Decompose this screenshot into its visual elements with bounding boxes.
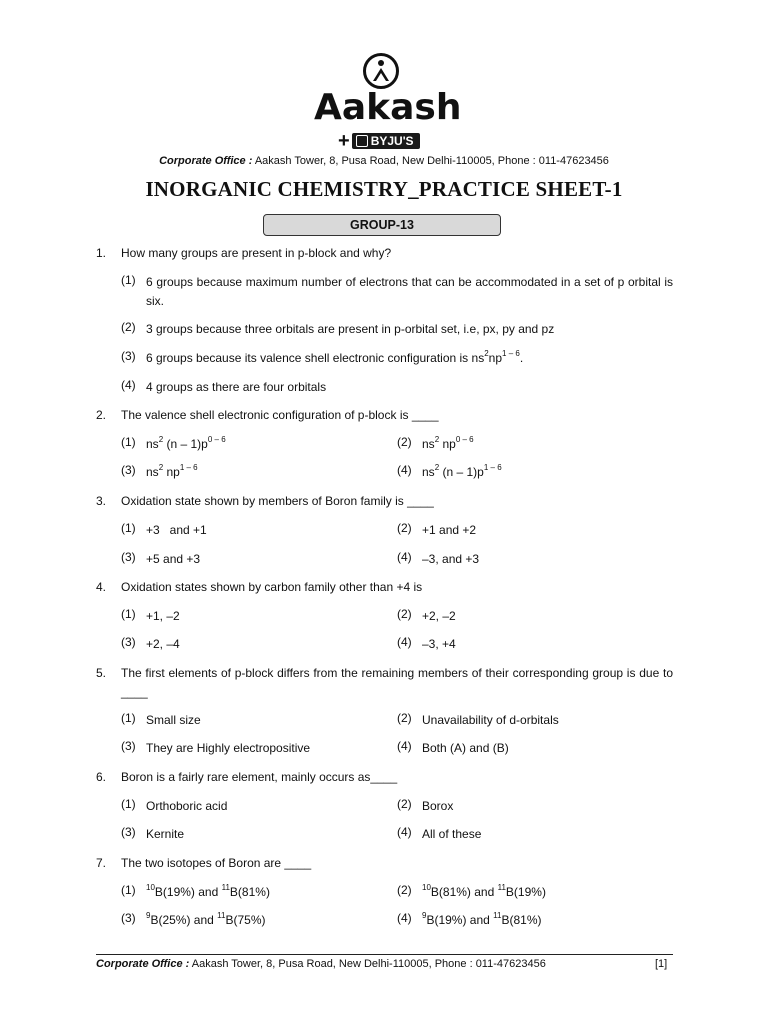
option-text: –3, +4 xyxy=(422,637,456,651)
option-text: They are Highly electropositive xyxy=(146,741,311,755)
option-number: (4) xyxy=(121,378,136,392)
question-text: How many groups are present in p-block and why? xyxy=(121,246,392,260)
brand-name: Aakash xyxy=(314,87,462,128)
option-text: Small size xyxy=(146,713,201,727)
option-text: $^{10}$B(81%) and $^{11}$B(19%) xyxy=(422,883,546,899)
option-number: (4) xyxy=(397,463,412,477)
question-number: 1. xyxy=(96,246,107,260)
option-text: +2, –2 xyxy=(422,609,456,623)
option-text: +2, –4 xyxy=(146,637,180,651)
option-number: (3) xyxy=(121,825,136,839)
option-number: (1) xyxy=(121,711,136,725)
option-number: (1) xyxy=(121,607,136,621)
option-number: (3) xyxy=(121,550,136,564)
option-text: +1 and +2 xyxy=(422,523,477,537)
option-text: 6 groups because its valence shell electronic configuration is $ns^2np^{1 - 6}$. xyxy=(146,349,524,365)
corporate-address: Aakash Tower, 8, Pusa Road, New Delhi-110005, Phone : 011-47623456 xyxy=(252,155,609,167)
option-text: $^9$B(25%) and $^{11}$B(75%) xyxy=(146,911,266,927)
option-text: 6 groups because maximum number of electrons that can be accommodated in a set of p orbital is six. xyxy=(146,275,673,308)
option-number: (2) xyxy=(397,711,412,725)
page-number: [1] xyxy=(655,958,668,970)
question-number: 7. xyxy=(96,856,107,870)
corporate-label: Corporate Office : xyxy=(159,155,253,167)
question-text: The two isotopes of Boron are ____ xyxy=(121,856,312,870)
footer-corporate-label: Corporate Office : xyxy=(96,958,190,970)
option-text: All of these xyxy=(422,827,482,841)
aakash-byjus-logo xyxy=(314,48,462,152)
option-text: Borox xyxy=(422,799,454,813)
option-number: (2) xyxy=(397,883,412,897)
sub-brand: BYJU'S xyxy=(370,134,414,148)
option-text: 4 groups as there are four orbitals xyxy=(146,380,327,394)
option-text: +3 and +1 xyxy=(146,523,207,537)
option-text: +5 and +3 xyxy=(146,552,201,566)
option-text: Both (A) and (B) xyxy=(422,741,509,755)
option-number: (3) xyxy=(121,911,136,925)
option-text: $^9$B(19%) and $^{11}$B(81%) xyxy=(422,911,542,927)
option-text: $ns^2$ $(n - 1)p^{0 - 6}$ xyxy=(146,435,226,451)
byjus-box xyxy=(352,133,420,149)
option-text: $ns^2$ $(n - 1)p^{1 - 6}$ xyxy=(422,463,502,479)
question-text: Oxidation state shown by members of Boron family is ____ xyxy=(121,494,434,508)
option-number: (2) xyxy=(121,320,136,334)
option-number: (4) xyxy=(397,635,412,649)
question-text: The first elements of p-block differs from the remaining members of their corresponding group is due to ____ xyxy=(121,666,673,699)
option-number: (4) xyxy=(397,550,412,564)
option-text: $ns^2$ $np^{0 - 6}$ xyxy=(422,435,474,451)
option-number: (4) xyxy=(397,911,412,925)
option-number: (2) xyxy=(397,435,412,449)
option-text: Unavailability of d-orbitals xyxy=(422,713,559,727)
option-text: $ns^2$ $np^{1 - 6}$ xyxy=(146,463,198,479)
option-text: 3 groups because three orbitals are present in p-orbital set, i.e, px, py and pz xyxy=(146,322,555,336)
footer-corporate-address: Aakash Tower, 8, Pusa Road, New Delhi-110005, Phone : 011-47623456 xyxy=(189,958,546,970)
option-text: Orthoboric acid xyxy=(146,799,228,813)
option-number: (1) xyxy=(121,797,136,811)
question-number: 2. xyxy=(96,408,107,422)
option-number: (3) xyxy=(121,635,136,649)
question-text: The valence shell electronic configuration of p-block is ____ xyxy=(121,408,439,422)
group-badge: GROUP-13 xyxy=(263,214,501,236)
footer-divider xyxy=(96,954,673,955)
option-number: (2) xyxy=(397,521,412,535)
option-number: (1) xyxy=(121,883,136,897)
corporate-office-header xyxy=(0,155,768,167)
byjus-badge xyxy=(338,132,420,150)
option-number: (1) xyxy=(121,273,136,287)
option-number: (3) xyxy=(121,463,136,477)
plus-icon: + xyxy=(338,130,350,152)
option-text: –3, and +3 xyxy=(422,552,480,566)
footer-corporate-office xyxy=(96,958,546,970)
option-number: (2) xyxy=(397,797,412,811)
option-number: (1) xyxy=(121,435,136,449)
option-number: (2) xyxy=(397,607,412,621)
option-number: (4) xyxy=(397,825,412,839)
question-text: Boron is a fairly rare element, mainly occurs as____ xyxy=(121,770,398,784)
question-number: 3. xyxy=(96,494,107,508)
option-text: Kernite xyxy=(146,827,185,841)
aakash-emblem-icon xyxy=(362,52,400,90)
byjus-icon xyxy=(356,135,368,147)
question-number: 5. xyxy=(96,666,107,680)
option-number: (1) xyxy=(121,521,136,535)
option-number: (3) xyxy=(121,739,136,753)
option-number: (4) xyxy=(397,739,412,753)
question-number: 6. xyxy=(96,770,107,784)
option-number: (3) xyxy=(121,349,136,363)
option-text: $^{10}$B(19%) and $^{11}$B(81%) xyxy=(146,883,270,899)
page-title: INORGANIC CHEMISTRY_PRACTICE SHEET-1 xyxy=(145,177,623,201)
option-text: +1, –2 xyxy=(146,609,180,623)
question-number: 4. xyxy=(96,580,107,594)
question-text: Oxidation states shown by carbon family other than +4 is xyxy=(121,580,423,594)
